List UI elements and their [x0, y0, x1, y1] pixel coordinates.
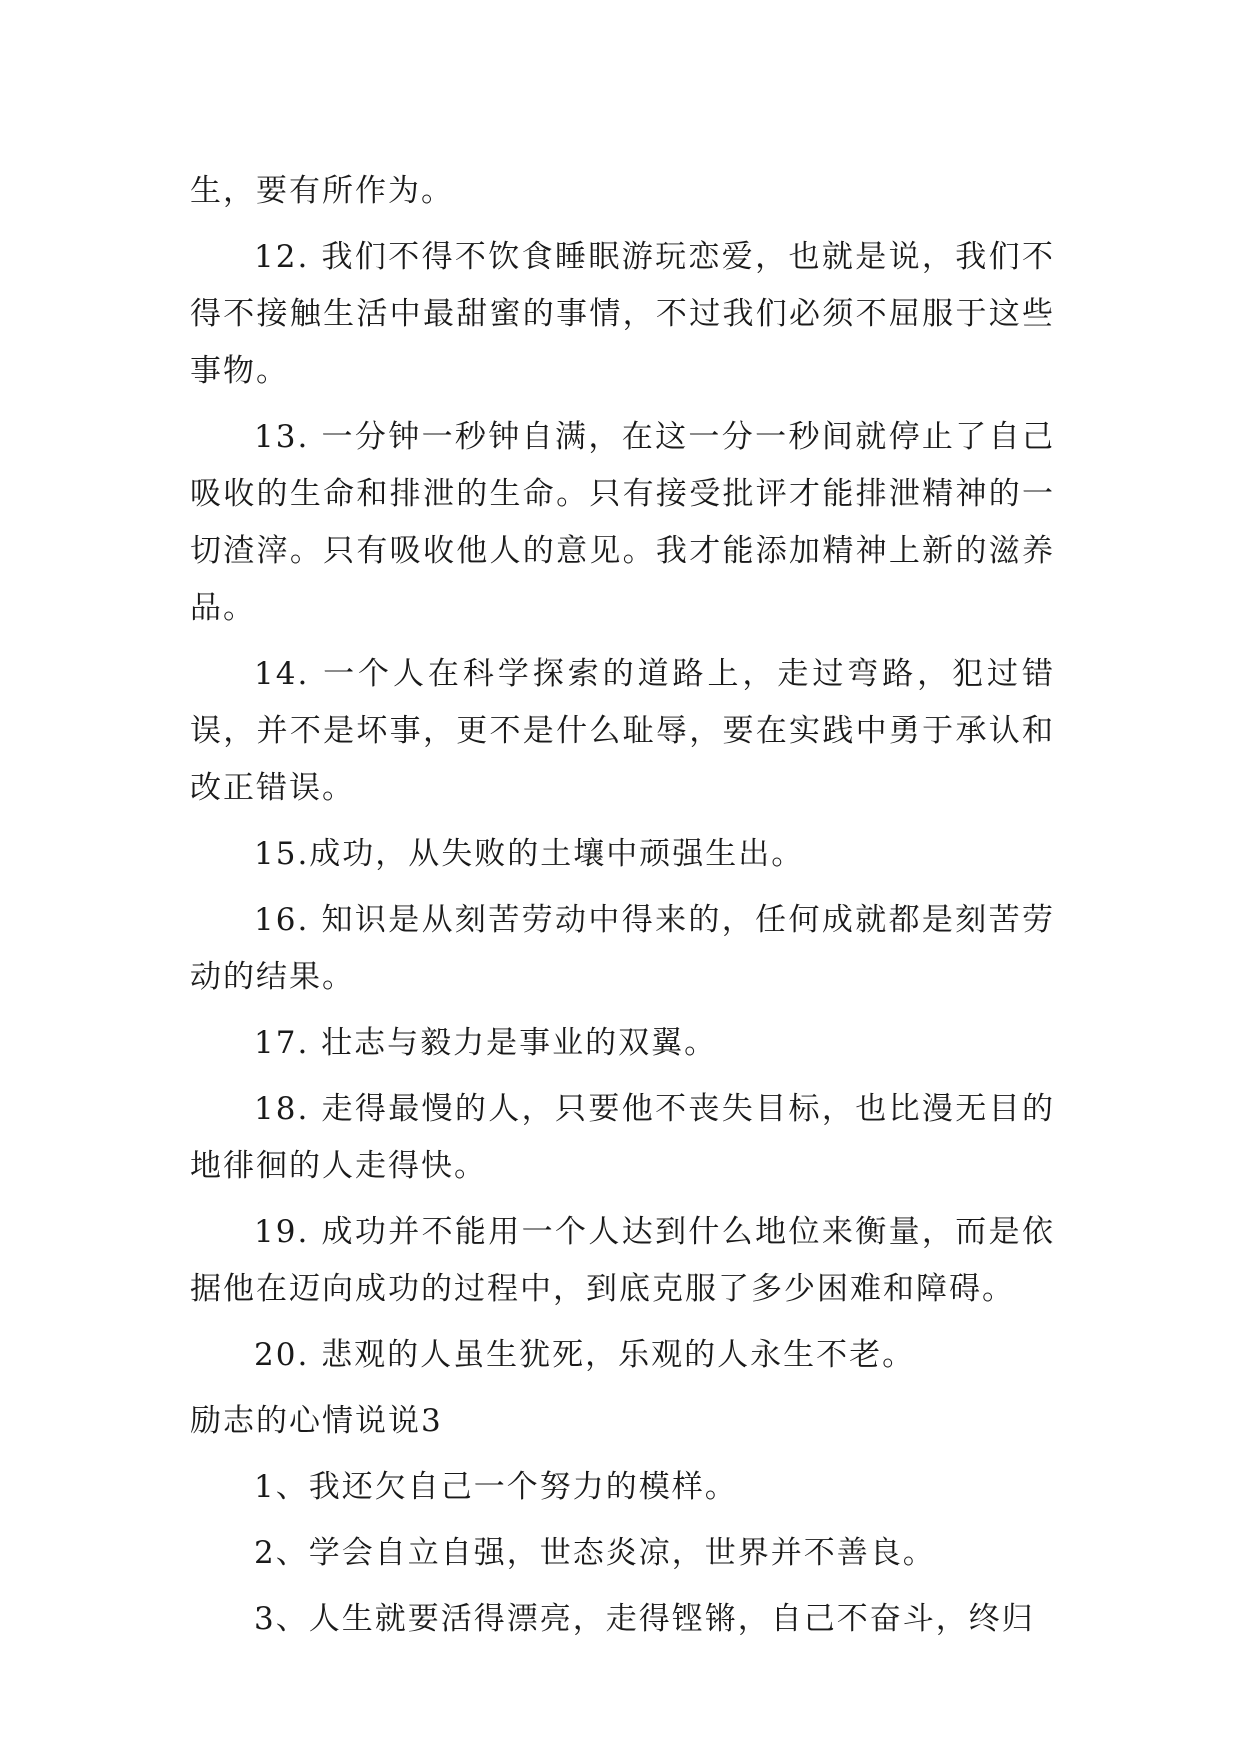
quote-item-16: 16. 知识是从刻苦劳动中得来的，任何成就都是刻苦劳动的结果。 [190, 902, 1055, 995]
section-item-1: 1、我还欠自己一个努力的模样。 [254, 1469, 738, 1505]
quote-item-12: 12. 我们不得不饮食睡眠游玩恋爱，也就是说，我们不得不接触生活中最甜蜜的事情，不过我们必须不屈服于这些事物。 [190, 239, 1055, 389]
section-item-2: 2、学会自立自强，世态炎凉，世界并不善良。 [254, 1535, 936, 1571]
quote-item-15: 15.成功，从失败的土壤中顽强生出。 [254, 836, 805, 872]
paragraph-continuation: 生，要有所作为。 [190, 173, 454, 209]
section-heading: 励志的心情说说3 [190, 1403, 443, 1439]
quote-item-13: 13. 一分钟一秒钟自满，在这一分一秒间就停止了自己吸收的生命和排泄的生命。只有接受批评才能排泄精神的一切渣滓。只有吸收他人的意见。我才能添加精神上新的滋养品。 [190, 419, 1055, 626]
quote-item-20: 20. 悲观的人虽生犹死，乐观的人永生不老。 [254, 1337, 916, 1373]
document-body [190, 163, 1055, 1657]
section-item-3: 3、人生就要活得漂亮，走得铿锵，自己不奋斗，终归 [254, 1601, 1035, 1637]
quote-item-17: 17. 壮志与毅力是事业的双翼。 [254, 1025, 718, 1061]
quote-item-14: 14. 一个人在科学探索的道路上，走过弯路，犯过错误，并不是坏事，更不是什么耻辱，要在实践中勇于承认和改正错误。 [190, 656, 1055, 806]
quote-item-18: 18. 走得最慢的人，只要他不丧失目标，也比漫无目的地徘徊的人走得快。 [190, 1091, 1055, 1184]
quote-item-19: 19. 成功并不能用一个人达到什么地位来衡量，而是依据他在迈向成功的过程中，到底克服了多少困难和障碍。 [190, 1214, 1055, 1307]
